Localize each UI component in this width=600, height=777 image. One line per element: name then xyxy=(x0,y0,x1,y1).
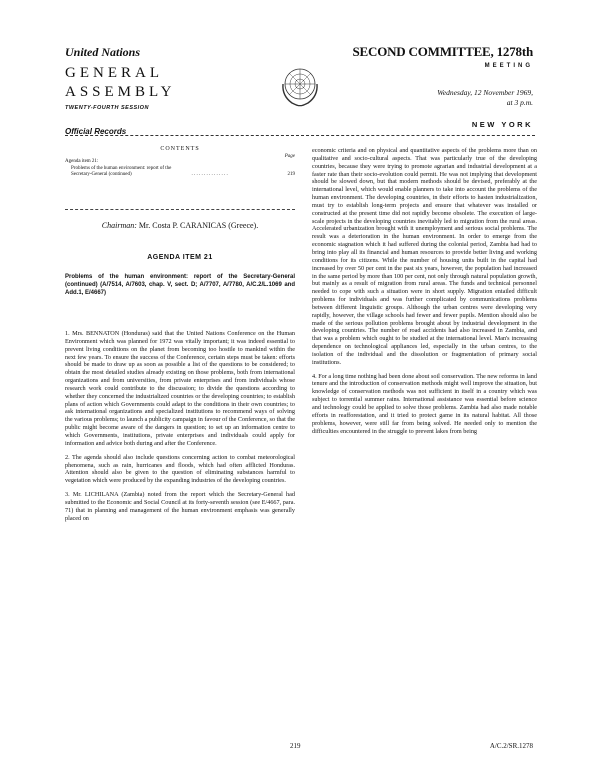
assembly-title xyxy=(65,64,176,102)
header-divider xyxy=(65,135,535,136)
contents-entry-page: 219 xyxy=(287,172,295,177)
paragraph-3: 3. Mr. LICHILANA (Zambia) noted from the report which the Secretary-General had submitted to the Economic and Social Council at its forty-seventh session (see E/4667, para. 71) that in planning and management of the human environment emphasis was generally placed on xyxy=(65,491,295,522)
contents-entry-line-2: Secretary-General (continued) xyxy=(71,172,132,177)
contents-entry-line-1: Problems of the human environment: report of the xyxy=(71,165,172,171)
paragraph-2: 2. The agenda should also include questions concerning action to combat meteorological phenomena, such as rain, hurricanes and floods, which had often afflicted Honduras. Attention should also be given to the question of eliminating substances harmful to vegetation which were produced by the expanding industries of the developing countries. xyxy=(65,453,295,485)
chairman-label: Chairman: xyxy=(101,221,137,230)
official-records-label: Official Records xyxy=(65,127,127,136)
paragraph-3-continued: economic criteria and on physical and quantitative aspects of the problems more than on qualitative and socio-cultural aspects. That was particularly true of the developing countries, because they were trying to promote agrarian and industrial development at a faster rate than their socio-evolution could permit. He was not implying that development should be slowed down, but that modern methods should be devised, preferably at the international level, which would enable planners to take into account the problems of the human environment. The developing countries, in their efforts to hasten industrialization, must try to establish long-term projects and ensure that whatever was installed or constructed at the present time did not rapidly become obsolete. The execution of large-scale projects in the developing countries inevitably led to migration from the rural areas. Accelerated urbanization brought with it unemployment and serious social problems. The result was a deterioration in the human environment. In order to emerge from the economic stagnation which it had suffered during the colonial period, Zambia had had to bring into play all its financial and human resources to provide better living and working conditions for its citizens. While the number of housing units built in the capital had increased by over 50 per cent in the past six years, however, the population had increased in the same period by more than 100 per cent, not only through natural population growth, but mainly as a result of migration from rural areas. The funds and technical personnel needed to cope with such a situation were in short supply. Migration entailed difficult problems for individuals and was further complicated by communications problems between different linguistic groups. Although the urban centres were developing very rapidly, however, the village schools had fewer and fewer pupils. Mention should also be made of the serious pollution problems brought about by industrial development in the developing countries. The number of road accidents had also increased in Zambia, and that was a problem which ought to be studied at the international level. Man's increasing dependence on technological appliances led, especially in the urban centres, to the isolation of the individual and the dissolution or fragmentation of primary social institutions. xyxy=(312,147,537,366)
left-column xyxy=(65,330,295,528)
meeting-time-line: at 3 p.m. xyxy=(506,98,533,107)
un-emblem-icon xyxy=(278,64,322,108)
meeting-date-line: Wednesday, 12 November 1969, xyxy=(437,88,533,97)
contents-item: Agenda item 21: xyxy=(65,159,99,164)
agenda-description: Problems of the human environment: report of the Secretary-General (continued) (A/7514, A/7603, chap. V, sect. D; A/7707, A/7780, A/C.2/L.1069 and Add.1, E/4667) xyxy=(65,274,295,296)
contents-block xyxy=(65,146,295,179)
session-label: TWENTY-FOURTH SESSION xyxy=(65,105,149,111)
paragraph-1: 1. Mrs. BENNATON (Honduras) said that the United Nations Conference on the Human Environment which was planned for 1972 was vitally important; it was indeed essential to prevent living conditions on the planet from becoming too hostile to mankind within the next few years. To ensure the success of the Conference, certain steps must be taken: efforts should be made to draw up as soon as possible a list of the questions to be considered; to obtain the most detailed studies already existing on those problems, both from international organizations and from universities, from private enterprises and from individuals whose research work could contribute to the discussion; to divide the questions according to whether they concerned the industrialized countries or the developing countries; to establish plans of action which Governments could adapt to the conditions in their own countries; to ask international organizations and specialized institutions to recommend ways of solving the various problems; to launch a publicity campaign in favour of the Conference, so that the public might become aware of the dangers in question; to set up an information centre to which Governments, institutions, private enterprises and individuals could apply for information and advice both during and after the Conference. xyxy=(65,330,295,447)
chairman-line xyxy=(65,221,295,230)
chairman-name: Mr. Costa P. CARANICAS (Greece). xyxy=(138,221,259,230)
agenda-heading: AGENDA ITEM 21 xyxy=(147,254,213,261)
org-name: United Nations xyxy=(65,45,141,59)
contents-page-label: Page xyxy=(284,154,295,159)
contents-title: CONTENTS xyxy=(160,146,200,152)
document-symbol: A/C.2/SR.1278 xyxy=(489,742,533,750)
meeting-date xyxy=(373,88,533,108)
paragraph-4: 4. For a long time nothing had been done about soil conservation. The new reforms in land tenure and the introduction of conservation methods might well improve the situation, but knowledge of conservation methods was not sufficient in itself in a country which was subject to torrential summer rains. International assistance was essential before science and technology could be applied to solve those problems. Zambia had also made notable efforts in reafforestation, and it tried to protect game in its natural habitat. All those problems, however, were still far from being solved. He needed only to mention the difficulties encountered in the struggle to prevent lakes from being xyxy=(312,372,537,435)
assembly-line-1: GENERAL xyxy=(65,65,163,81)
meeting-label: MEETING xyxy=(484,63,533,69)
contents-entry-leader: . . . . . . . . . . . . . . . xyxy=(191,172,228,177)
assembly-line-2: ASSEMBLY xyxy=(65,84,176,100)
city-label: NEW YORK xyxy=(471,120,533,129)
right-column xyxy=(312,147,537,441)
committee-title: SECOND COMMITTEE, 1278th xyxy=(352,44,533,59)
contents-entry-row xyxy=(65,172,295,179)
page-number: 219 xyxy=(290,742,301,750)
contents-divider xyxy=(65,209,295,210)
